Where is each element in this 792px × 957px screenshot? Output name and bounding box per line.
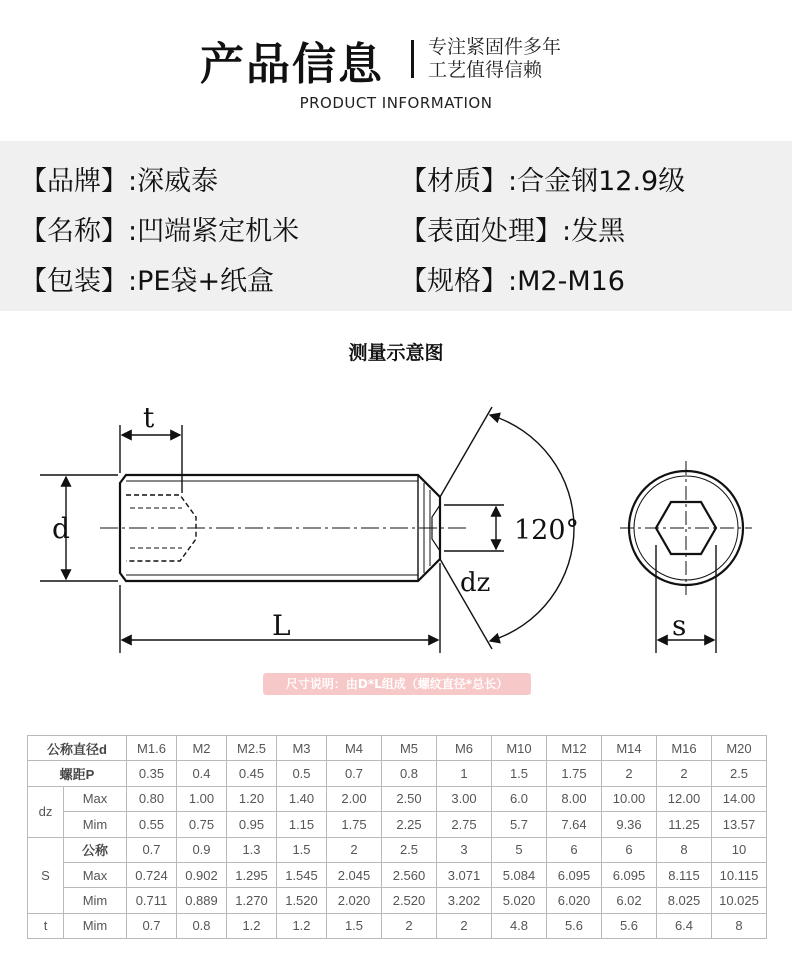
measurement-diagram (0, 395, 792, 665)
s-min-cell: 0.711 (127, 888, 177, 913)
s-nom-label: 公称 (64, 837, 127, 862)
header-size-cell: M3 (277, 736, 327, 761)
s-min-cell: 6.020 (547, 888, 602, 913)
t-min-cell: 1.2 (277, 913, 327, 938)
header-size-cell: M16 (657, 736, 712, 761)
s-nom-cell: 5 (492, 837, 547, 862)
t-min-cell: 0.8 (177, 913, 227, 938)
s-max-cell: 5.084 (492, 862, 547, 887)
page-title: 产品信息 (200, 39, 384, 90)
header-size-cell: M6 (437, 736, 492, 761)
dz-min-cell: 0.95 (227, 812, 277, 837)
slogan-line-1: 专注紧固件多年 (428, 36, 562, 58)
t-min-cell: 4.8 (492, 913, 547, 938)
t-min-cell: 1.2 (227, 913, 277, 938)
label-angle: 120° (514, 515, 580, 546)
pitch-cell: 0.8 (382, 761, 437, 786)
s-max-label: Max (64, 862, 127, 887)
dz-max-cell: 1.00 (177, 786, 227, 811)
pitch-cell: 2 (602, 761, 657, 786)
dz-min-cell: 11.25 (657, 812, 712, 837)
header-size-cell: M20 (712, 736, 767, 761)
s-min-cell: 1.270 (227, 888, 277, 913)
s-min-label: Mim (64, 888, 127, 913)
dz-max-cell: 12.00 (657, 786, 712, 811)
table-row-dz-min (28, 812, 767, 837)
pitch-cell: 0.5 (277, 761, 327, 786)
s-max-cell: 6.095 (602, 862, 657, 887)
s-nom-cell: 0.9 (177, 837, 227, 862)
pitch-label: 螺距P (28, 761, 127, 786)
dz-min-cell: 5.7 (492, 812, 547, 837)
header (0, 0, 792, 140)
s-nom-cell: 2.5 (382, 837, 437, 862)
s-max-cell: 1.545 (277, 862, 327, 887)
dz-min-cell: 1.15 (277, 812, 327, 837)
header-size-cell: M2 (177, 736, 227, 761)
header-size-cell: M12 (547, 736, 602, 761)
t-min-cell: 5.6 (602, 913, 657, 938)
dz-min-cell: 1.75 (327, 812, 382, 837)
s-max-cell: 2.560 (382, 862, 437, 887)
s-nom-cell: 3 (437, 837, 492, 862)
dz-group-label: dz (28, 786, 64, 837)
pitch-cell: 0.35 (127, 761, 177, 786)
title-divider (411, 40, 414, 78)
pitch-cell: 0.45 (227, 761, 277, 786)
table-row-pitch (28, 761, 767, 786)
header-size-cell: M10 (492, 736, 547, 761)
s-nom-cell: 6 (602, 837, 657, 862)
s-max-cell: 0.902 (177, 862, 227, 887)
t-min-cell: 6.4 (657, 913, 712, 938)
slogan (428, 36, 561, 82)
dz-min-cell: 7.64 (547, 812, 602, 837)
s-nom-cell: 8 (657, 837, 712, 862)
label-d: d (52, 512, 70, 545)
label-dz: dz (460, 568, 491, 598)
pitch-cell: 2.5 (712, 761, 767, 786)
t-min-cell: 0.7 (127, 913, 177, 938)
s-min-cell: 1.520 (277, 888, 327, 913)
size-note: 尺寸说明：由D*L组成（螺纹直径*总长） (263, 673, 531, 695)
s-nom-cell: 1.3 (227, 837, 277, 862)
t-min-label: Mim (64, 913, 127, 938)
s-max-cell: 8.115 (657, 862, 712, 887)
screw-side-view (100, 475, 470, 581)
info-package: 【包装】:PE袋+纸盒 (20, 266, 275, 297)
table-row-dz-max (28, 786, 767, 811)
s-nom-cell: 0.7 (127, 837, 177, 862)
info-surface: 【表面处理】:发黑 (400, 216, 626, 247)
dz-min-cell: 9.36 (602, 812, 657, 837)
header-size-cell: M5 (382, 736, 437, 761)
slogan-line-2: 工艺值得信赖 (428, 59, 543, 81)
s-group-label: S (28, 837, 64, 913)
header-nominal-diameter: 公称直径d (28, 736, 127, 761)
header-size-cell: M4 (327, 736, 382, 761)
pitch-cell: 1.75 (547, 761, 602, 786)
pitch-cell: 1 (437, 761, 492, 786)
spec-table (27, 735, 767, 939)
header-size-cell: M2.5 (227, 736, 277, 761)
dz-max-cell: 2.50 (382, 786, 437, 811)
t-min-cell: 8 (712, 913, 767, 938)
dz-max-cell: 10.00 (602, 786, 657, 811)
s-nom-cell: 2 (327, 837, 382, 862)
label-L: L (272, 609, 291, 642)
s-nom-cell: 10 (712, 837, 767, 862)
label-s: s (672, 609, 687, 642)
table-row-t-min (28, 913, 767, 938)
dz-min-cell: 2.75 (437, 812, 492, 837)
dz-max-cell: 8.00 (547, 786, 602, 811)
s-max-cell: 6.095 (547, 862, 602, 887)
s-min-cell: 0.889 (177, 888, 227, 913)
diagram-title: 测量示意图 (348, 342, 444, 364)
s-min-cell: 2.520 (382, 888, 437, 913)
info-name: 【名称】:凹端紧定机米 (20, 216, 300, 247)
page-subtitle: PRODUCT INFORMATION (299, 94, 493, 112)
dz-max-cell: 1.20 (227, 786, 277, 811)
info-spec: 【规格】:M2-M16 (400, 266, 625, 297)
table-row-s-max (28, 862, 767, 887)
info-material: 【材质】:合金钢12.9级 (400, 166, 686, 197)
dz-max-cell: 1.40 (277, 786, 327, 811)
s-min-cell: 5.020 (492, 888, 547, 913)
dz-max-cell: 0.80 (127, 786, 177, 811)
dz-max-cell: 6.0 (492, 786, 547, 811)
s-max-cell: 2.045 (327, 862, 382, 887)
pitch-cell: 0.7 (327, 761, 382, 786)
table-row-s-nom (28, 837, 767, 862)
s-min-cell: 3.202 (437, 888, 492, 913)
dimension-t (120, 425, 182, 493)
s-max-cell: 0.724 (127, 862, 177, 887)
product-info-panel (0, 141, 792, 311)
t-min-cell: 2 (382, 913, 437, 938)
dz-max-label: Max (64, 786, 127, 811)
dz-min-cell: 2.25 (382, 812, 437, 837)
dz-min-cell: 0.75 (177, 812, 227, 837)
t-min-cell: 1.5 (327, 913, 382, 938)
s-nom-cell: 1.5 (277, 837, 327, 862)
table-header-row (28, 736, 767, 761)
dz-min-cell: 0.55 (127, 812, 177, 837)
label-t: t (143, 401, 155, 434)
dz-min-label: Mim (64, 812, 127, 837)
header-size-cell: M1.6 (127, 736, 177, 761)
dz-max-cell: 2.00 (327, 786, 382, 811)
pitch-cell: 1.5 (492, 761, 547, 786)
dz-min-cell: 13.57 (712, 812, 767, 837)
table-row-s-min (28, 888, 767, 913)
s-nom-cell: 6 (547, 837, 602, 862)
t-min-cell: 2 (437, 913, 492, 938)
s-min-cell: 6.02 (602, 888, 657, 913)
dz-max-cell: 14.00 (712, 786, 767, 811)
s-max-cell: 10.115 (712, 862, 767, 887)
dz-max-cell: 3.00 (437, 786, 492, 811)
t-group-label: t (28, 913, 64, 938)
header-size-cell: M14 (602, 736, 657, 761)
s-max-cell: 1.295 (227, 862, 277, 887)
s-max-cell: 3.071 (437, 862, 492, 887)
s-min-cell: 8.025 (657, 888, 712, 913)
pitch-cell: 2 (657, 761, 712, 786)
info-brand: 【品牌】:深威泰 (20, 166, 219, 197)
pitch-cell: 0.4 (177, 761, 227, 786)
s-min-cell: 10.025 (712, 888, 767, 913)
s-min-cell: 2.020 (327, 888, 382, 913)
t-min-cell: 5.6 (547, 913, 602, 938)
